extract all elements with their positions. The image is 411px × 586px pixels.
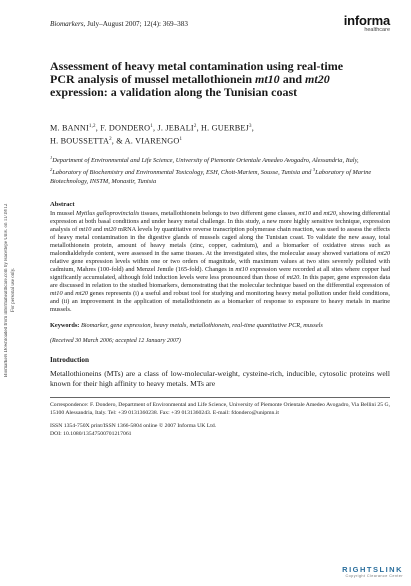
abstract-text: and [91, 226, 104, 234]
author-dondero: , F. DONDERO [95, 123, 151, 133]
affiliation-3: Laboratory of Marine Biotechnology, INSTM, Monastir, Tunisia [50, 169, 372, 186]
author-affil-mark: 2 [193, 124, 197, 129]
title-part3: expression: a validation along the Tunisian coast [50, 85, 298, 99]
author-line-2 [50, 134, 390, 147]
correspondence-note: Correspondence: F. Dondero, Department of Environmental and Life Science, University of Piemonte Orientale Amedeo Avogadro, Via Bellini 25 G, 15100 Alessandria, Italy. Tel: +39 0131360238. Fax: +39 0131360243. E-mail: fdondero@unipmn.it [50, 402, 390, 416]
abstract-gene: mt20 [103, 226, 117, 234]
download-notice-line1: Biomarkers Downloaded from informahealthcare.com by Hacettepe Univ. on 11/18/12 [4, 203, 9, 377]
keywords-list: Biomarker, gene expression, heavy metals, metallothionein, real-time quantitative PCR, mussels [79, 322, 323, 330]
affil-mark: 3 [312, 167, 316, 173]
author-affil-mark: 1 [179, 136, 183, 142]
abstract-gene: mt10 [298, 210, 311, 218]
author-list [50, 121, 390, 146]
abstract-gene: mt10 [50, 290, 63, 298]
abstract-text: , showing differential expression at both basal conditions and under heavy metal challenge. In this study, a new more highly sensitive technique, expression analysis of [50, 210, 391, 234]
author-affil-mark: 3 [249, 124, 252, 129]
author-boussetta: H. BOUSSETTA [50, 136, 110, 146]
author-line-1 [50, 121, 390, 134]
issn-block [50, 423, 390, 438]
abstract-gene: mt20 [377, 250, 390, 258]
abstract-gene: mt20 [286, 274, 300, 282]
journal-issue: July–August 2007; 12(4): 369–383 [87, 20, 188, 28]
author-jebali: , J. JEBALI [152, 123, 194, 133]
abstract-text: . In this paper, gene expression data are discussed in relation to the studied biomarkers, demonstrating that the molecular technique based on the differential expression of [50, 274, 390, 290]
rightslink-logo [342, 565, 403, 578]
received-dates: (Received 30 March 2006; accepted 12 January 2007) [50, 338, 181, 345]
author-affil-mark: 1 [150, 124, 153, 129]
abstract-body [50, 210, 390, 313]
affil-mark: 2 [50, 167, 53, 173]
title-part2: and [279, 72, 306, 86]
rightslink-logo-main: RIGHTSLINK [342, 565, 403, 574]
doi-line: DOI: 10.1080/13547500701217061 [50, 430, 132, 437]
abstract [50, 201, 390, 314]
title-gene2: mt20 [305, 72, 330, 86]
affil-mark: 1 [50, 155, 53, 161]
author-separator: , [251, 123, 254, 133]
abstract-text: expression were recorded at all sites where copper had significantly accumulated, although fold induction levels were less pronounced than those of [50, 266, 390, 282]
abstract-gene: mt20 [323, 210, 336, 218]
abstract-text: In mussel [50, 210, 77, 218]
affiliation-2: Laboratory of Biochemistry and Environmental Toxicology, ESH, Chott-Mariem, Sousse, Tunisia and [52, 169, 313, 177]
title-part1: Assessment of heavy metal contamination using real-time PCR analysis of mussel metallothionein [50, 59, 344, 86]
keywords [50, 322, 390, 330]
abstract-gene: mt20 [75, 290, 88, 298]
publisher-logo-sub: healthcare [364, 27, 390, 33]
author-banni: M. BANNI [50, 123, 89, 133]
rightslink-logo-sub: Copyright Clearance Center [345, 574, 403, 578]
title-gene1: mt10 [255, 72, 280, 86]
abstract-heading: Abstract [50, 201, 75, 209]
publisher-logo [344, 14, 390, 33]
affiliations [50, 154, 390, 187]
introduction-heading: Introduction [50, 356, 90, 365]
author-affil-mark: 2 [109, 136, 112, 142]
author-viarengo: , & A. VIARENGO [111, 136, 180, 146]
abstract-text: mRNA levels by quantitative reverse transcription polymerase chain reaction, was used to assess the effects of heavy metal contamination in the digestive glands of mussels caged along the Tunisian coast. To validate the new assay, total metallothionein protein, amount of heavy metals (zinc, copper, cadmium), and a biomarker of oxidative stress such as malondialdehyde content, were assessed in the same tissues. At the investigated sites, the molecular assay showed variations of [50, 226, 390, 258]
abstract-text: relative gene expression levels within one or two orders of magnitude, with maximum values at two sites severely polluted with cadmium, Mahres (100-fold) and Menzel Jemile (165-fold). Changes in [50, 258, 390, 274]
footnote-divider [50, 397, 390, 398]
article-title [50, 60, 350, 99]
abstract-species: Mytilus galloprovincialis [76, 210, 140, 218]
issn-line: ISSN 1354-750X print/ISSN 1366-5804 online © 2007 Informa UK Ltd. [50, 423, 217, 430]
introduction-text: Metallothioneins (MTs) are a class of low-molecular-weight, cysteine-rich, inducible, cytosolic proteins well known for their high affinity to heavy metals. MTs are [50, 369, 390, 389]
author-affil-mark: 1,2 [88, 124, 96, 129]
abstract-gene: mt10 [235, 266, 248, 274]
journal-name: Biomarkers, [50, 20, 86, 28]
abstract-text: and [311, 210, 324, 218]
article-page [50, 14, 390, 438]
abstract-text: and [62, 290, 76, 298]
author-guerbej: , H. GUERBEJ [196, 123, 249, 133]
journal-citation [50, 20, 188, 28]
abstract-text: tissues, metallothionein belongs to two different gene classes, [139, 210, 299, 218]
abstract-text: genes represents (i) a useful and robust tool for studying and monitoring heavy metal pollution under field conditions, and (ii) an improvement in the application of metallothionein as a biomarker of response to exposure to heavy metals in marine mussels. [50, 290, 391, 314]
download-notice-line2: For personal use only. [11, 267, 16, 313]
keywords-label: Keywords: [50, 322, 80, 330]
download-notice [3, 140, 25, 440]
affiliation-1: Department of Environmental and Life Science, University of Piemonte Orientale Amedeo Avogadro, Alessandria, Italy, [52, 157, 359, 165]
running-head [50, 14, 390, 46]
abstract-gene: mt10 [78, 226, 92, 234]
publisher-logo-main: informa [343, 13, 390, 28]
